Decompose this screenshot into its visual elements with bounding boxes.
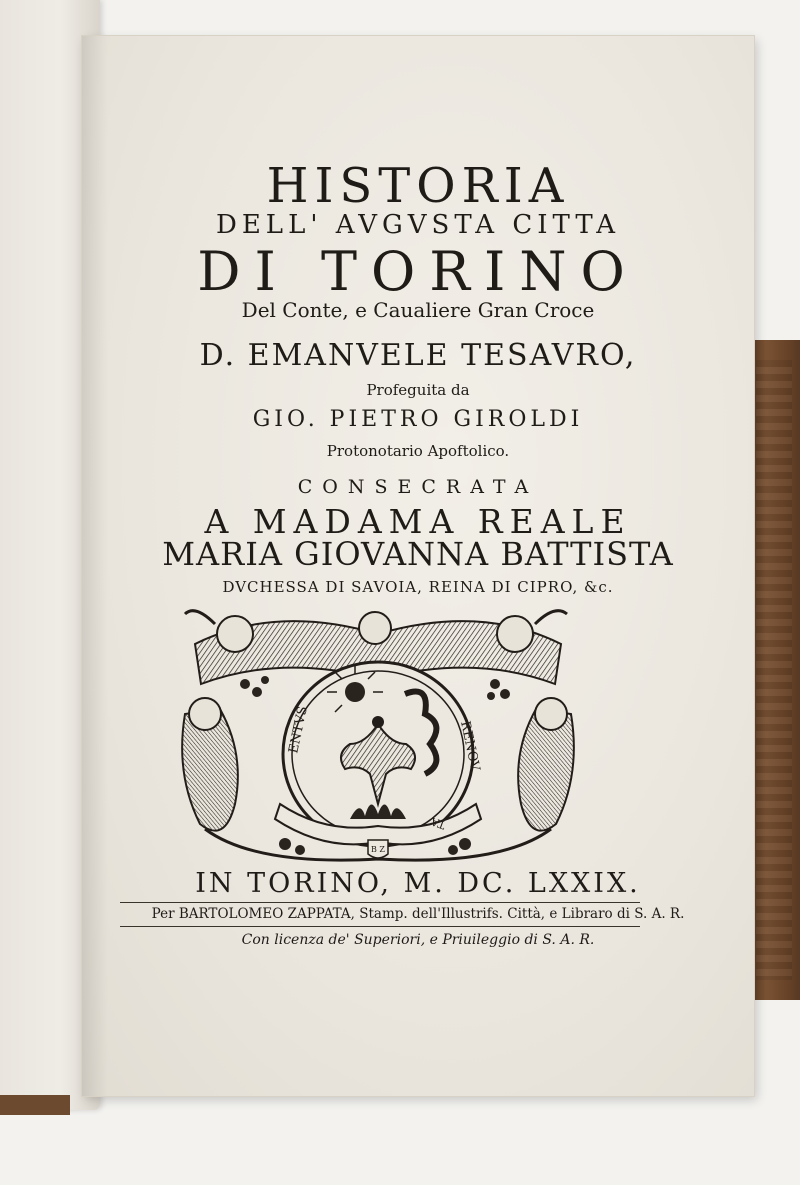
emblem-monogram: B Z — [371, 845, 385, 854]
dedication-consecrata: CONSECRATA — [297, 476, 539, 498]
title-line-torino: DI TORINO — [197, 240, 639, 303]
imprint-license: Con licenza de' Superiori, e Priuileggio di S. A. R. — [241, 932, 595, 948]
imprint-place-date: IN TORINO, M. DC. LXXIX. — [195, 868, 641, 899]
emblem-motto-right: RENOV — [457, 719, 483, 773]
dedicatee-name: MARIA GIOVANNA BATTISTA — [162, 535, 674, 573]
title-line-historia: HISTORIA — [266, 158, 570, 214]
author-name: D. EMANVELE TESAVRO, — [199, 338, 637, 373]
dedication-madama-reale: A MADAMA REALE — [204, 502, 632, 541]
imprint-rule-top — [120, 902, 640, 903]
emblem-motto-left: ENTVS — [286, 704, 311, 755]
left-cover-edge — [0, 1095, 70, 1115]
imprint-printer: Per BARTOLOMEO ZAPPATA, Stamp. dell'Illustrifs. Città, e Libraro di S. A. R. — [151, 906, 685, 922]
continuator-name: GIO. PIETRO GIROLDI — [252, 407, 584, 432]
continuator-title: Protonotario Apoftolico. — [326, 442, 510, 460]
continuation-note: Profeguita da — [366, 381, 470, 399]
book-spine — [748, 340, 800, 1000]
dedicatee-titles: DVCHESSA DI SAVOIA, REINA DI CIPRO, &c. — [222, 578, 614, 596]
emblem-banner-text: TA — [429, 814, 448, 832]
author-honorific: Del Conte, e Caualiere Gran Croce — [241, 298, 595, 322]
phoenix-emblem-vignette — [175, 604, 581, 866]
title-line-augusta: DELL' AVGVSTA CITTA — [215, 210, 621, 240]
imprint-rule-bottom — [120, 926, 640, 927]
